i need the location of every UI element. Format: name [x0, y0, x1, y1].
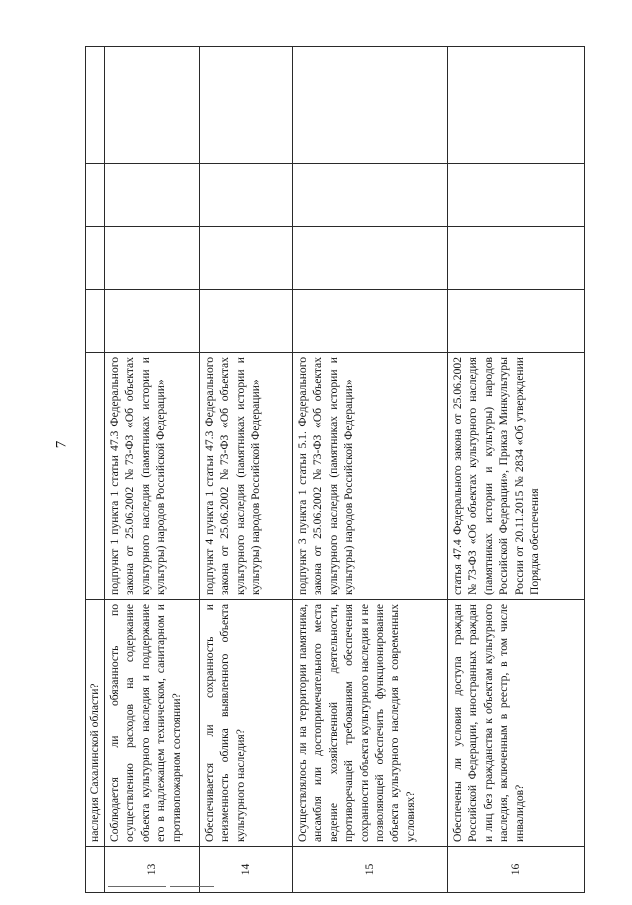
number-cell: [86, 847, 105, 893]
row-number: 13: [105, 847, 200, 893]
page-number: 7: [53, 440, 70, 449]
answer-no-cell: [293, 227, 448, 290]
question-cell: Обеспечены ли условия доступа граждан Российской Федерации, иностранных граждан и лиц без гражданства к объектам культурного наследия, включенным в реестр, в том числе инвалидов?: [448, 600, 585, 847]
reference-cell: [86, 353, 105, 600]
note-cell: [105, 47, 200, 164]
answer-no-cell: [105, 227, 200, 290]
answer-yes-cell: [200, 290, 293, 353]
row-number: 14: [200, 847, 293, 893]
answer-na-cell: [200, 164, 293, 227]
answer-yes-cell: [293, 290, 448, 353]
rotated-page-content: [85, 47, 585, 893]
reference-cell: подпункт 1 пункта 1 статьи 47.3 Федерального закона от 25.06.2002 №73-ФЗ «Об объектах культурного наследия (памятниках истории и культуры) народов Российской Федерации»: [105, 353, 200, 600]
scan-artifact-line: [108, 886, 166, 887]
table-row: [448, 47, 585, 893]
reference-cell: статья 47.4 Федерального закона от 25.06.2002 №73-ФЗ «Об объектах культурного наследия (памятниках истории и культуры) народов Российской Федерации», Приказ Минкультуры России от 20.11.2015 № 2834 «Об утверждении Порядка обеспечения: [448, 353, 585, 600]
answer-na-cell: [105, 164, 200, 227]
question-cell: Осуществлялось ли на территории памятника, ансамбля или достопримечательного места ведение хозяйственной деятельности, противоречащей требованиям обеспечения сохранности объекта культурного наследия и не позволяющей обеспечить функционирование объекта культурного наследия в современных условиях?: [293, 600, 448, 847]
note-cell: [293, 47, 448, 164]
table-continuation-row: [86, 47, 105, 893]
note-cell: [448, 47, 585, 164]
question-cell: Соблюдается ли обязанность по осуществлению расходов на содержание объекта культурного наследия и поддержание его в надлежащем техническом, санитарном и противопожарном состоянии?: [105, 600, 200, 847]
answer-na-cell: [448, 164, 585, 227]
answer-yes-cell: [448, 290, 585, 353]
answer-na-cell: [293, 164, 448, 227]
table-row: [200, 47, 293, 893]
row-number: 15: [293, 847, 448, 893]
question-cell: наследия Сахалинской области?: [86, 600, 105, 847]
question-cell: Обеспечивается ли сохранность и неизменность облика выявленного объекта культурного наследия?: [200, 600, 293, 847]
answer-no-cell: [86, 227, 105, 290]
answer-no-cell: [200, 227, 293, 290]
table-row: [293, 47, 448, 893]
scan-artifact-line: [170, 886, 214, 887]
answer-no-cell: [448, 227, 585, 290]
reference-cell: подпункт 4 пункта 1 статьи 47.3 Федерального закона от 25.06.2002 №73-ФЗ «Об объектах культурного наследия (памятниках истории и культуры) народов Российской Федерации»: [200, 353, 293, 600]
checklist-table: [85, 46, 585, 893]
row-number: 16: [448, 847, 585, 893]
note-cell: [200, 47, 293, 164]
note-cell: [86, 47, 105, 164]
table-row: [105, 47, 200, 893]
answer-yes-cell: [86, 290, 105, 353]
reference-cell: подпункт 3 пункта 1 статьи 5.1. Федерального закона от 25.06.2002 №73-ФЗ «Об объектах культурного наследия (памятниках истории и культуры) народов Российской Федерации»: [293, 353, 448, 600]
answer-na-cell: [86, 164, 105, 227]
answer-yes-cell: [105, 290, 200, 353]
